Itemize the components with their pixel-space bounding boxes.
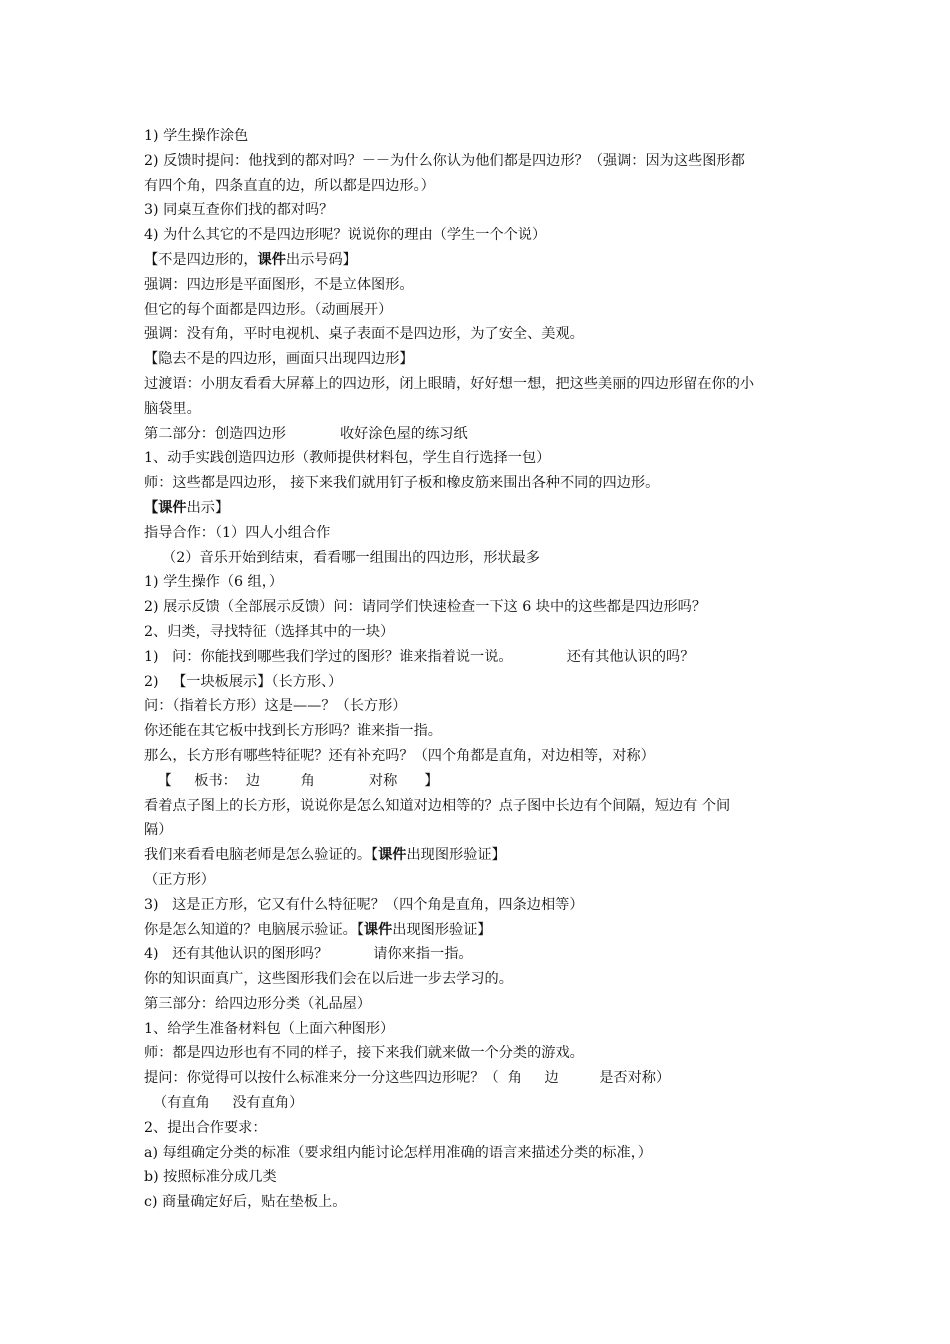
text-line: 脑袋里。 — [144, 400, 201, 417]
text-span: 出现图形验证】 — [392, 921, 492, 938]
text-line: 4) 为什么其它的不是四边形呢？说说你的理由（学生一个个说） — [144, 227, 547, 244]
text-line — [144, 496, 814, 521]
text-line: 那么，长方形有哪些特征呢？还有补充吗？（四个角都是直角，对边相等，对称） — [144, 747, 655, 764]
text-line: a) 每组确定分类的标准（要求组内能讨论怎样用准确的语言来描述分类的标准，） — [144, 1144, 652, 1161]
text-line: （正方形） — [144, 871, 215, 888]
text-span: 你是怎么知道的？电脑展示验证。【 — [144, 921, 364, 938]
text-line: 你的知识面真广，这些图形我们会在以后进一步去学习的。 — [144, 971, 513, 988]
text-line: 强调：四边形是平面图形，不是立体图形。 — [144, 276, 414, 293]
text-span: 【不是四边形的， — [144, 251, 258, 268]
text-line: 2) 展示反馈（全部展示反馈）问：请同学们快速检查一下这 6 块中的这些都是四边形吗？ — [144, 599, 707, 616]
courseware-bold-label: 课件 — [363, 921, 393, 938]
courseware-bold-label: 【课件 — [144, 499, 187, 516]
courseware-bold-label: 课件 — [378, 847, 407, 864]
text-line: 【隐去不是的四边形，画面只出现四边形】 — [144, 351, 414, 368]
text-line: 1) 学生操作涂色 — [144, 128, 249, 144]
text-line: 有四个角，四条直直的边，所以都是四边形。） — [144, 177, 435, 194]
text-line: 师：都是四边形也有不同的样子，接下来我们就来做一个分类的游戏。 — [144, 1045, 584, 1062]
text-span: 我们来看看电脑老师是怎么验证的。【 — [144, 847, 379, 864]
section-heading: 第三部分：给四边形分类（礼品屋） — [144, 995, 372, 1012]
text-line: b) 按照标准分成几类 — [144, 1169, 277, 1186]
text-line: 你还能在其它板中找到长方形吗？谁来指一指。 — [144, 723, 442, 740]
text-line: 指导合作：（1）四人小组合作 — [144, 524, 331, 541]
text-line: c) 商量确定好后，贴在垫板上。 — [144, 1194, 347, 1211]
document-body — [144, 124, 814, 1215]
text-line: 【 板书： 边 角 对称 】 — [144, 772, 439, 789]
text-span: 出现图形验证】 — [406, 847, 506, 864]
text-line: 提问：你觉得可以按什么标准来分一分这些四边形呢？（ 角 边 是否对称） — [144, 1070, 671, 1087]
text-line: 问：（指着长方形）这是——？（长方形） — [144, 698, 407, 715]
text-span: 出示】 — [186, 499, 230, 516]
text-line: 2) 反馈时提问：他找到的都对吗？－－为什么你认为他们都是四边形？（强调：因为这些图形都 — [144, 152, 745, 169]
text-line: 3) 同桌互查你们找的都对吗？ — [144, 202, 334, 219]
text-line — [144, 248, 814, 273]
text-line: （有直角 没有直角） — [144, 1095, 304, 1112]
section-heading: 第二部分：创造四边形 收好涂色屋的练习纸 — [144, 425, 468, 442]
text-line: 2) 【一块板展示】（长方形、） — [144, 673, 343, 690]
text-line: 但它的每个面都是四边形。（动画展开） — [144, 301, 393, 318]
text-span: 出示号码】 — [285, 251, 357, 268]
text-line — [144, 843, 814, 868]
text-line: 1) 问：你能找到哪些我们学过的图形？谁来指着说一说。 还有其他认识的吗？ — [144, 648, 695, 665]
text-line: 3) 这是正方形，它又有什么特征呢？（四个角是直角，四条边相等） — [144, 896, 584, 913]
text-line: 4) 还有其他认识的图形吗？ 请你来指一指。 — [144, 946, 473, 963]
text-line: （2）音乐开始到结束，看看哪一组围出的四边形，形状最多 — [144, 549, 540, 566]
text-line: 1、给学生准备材料包（上面六种图形） — [144, 1020, 395, 1037]
text-line: 1、动手实践创造四边形（教师提供材料包，学生自行选择一包） — [144, 450, 551, 467]
text-line: 2、提出合作要求： — [144, 1119, 267, 1136]
text-line: 2、归类，寻找特征（选择其中的一块） — [144, 623, 395, 640]
text-line — [144, 918, 814, 943]
text-line: 师：这些都是四边形， 接下来我们就用钉子板和橡皮筋来围出各种不同的四边形。 — [144, 475, 660, 492]
text-line: 强调：没有角，平时电视机、桌子表面不是四边形，为了安全、美观。 — [144, 326, 584, 343]
text-line: 1) 学生操作（6 组，） — [144, 574, 284, 591]
text-line: 过渡语：小朋友看看大屏幕上的四边形，闭上眼睛，好好想一想，把这些美丽的四边形留在你的小 — [144, 375, 755, 392]
text-line: 看着点子图上的长方形，说说你是怎么知道对边相等的？点子图中长边有个间隔，短边有 个间 — [144, 797, 731, 814]
text-line: 隔） — [144, 822, 173, 839]
courseware-bold-label: 课件 — [257, 251, 286, 268]
